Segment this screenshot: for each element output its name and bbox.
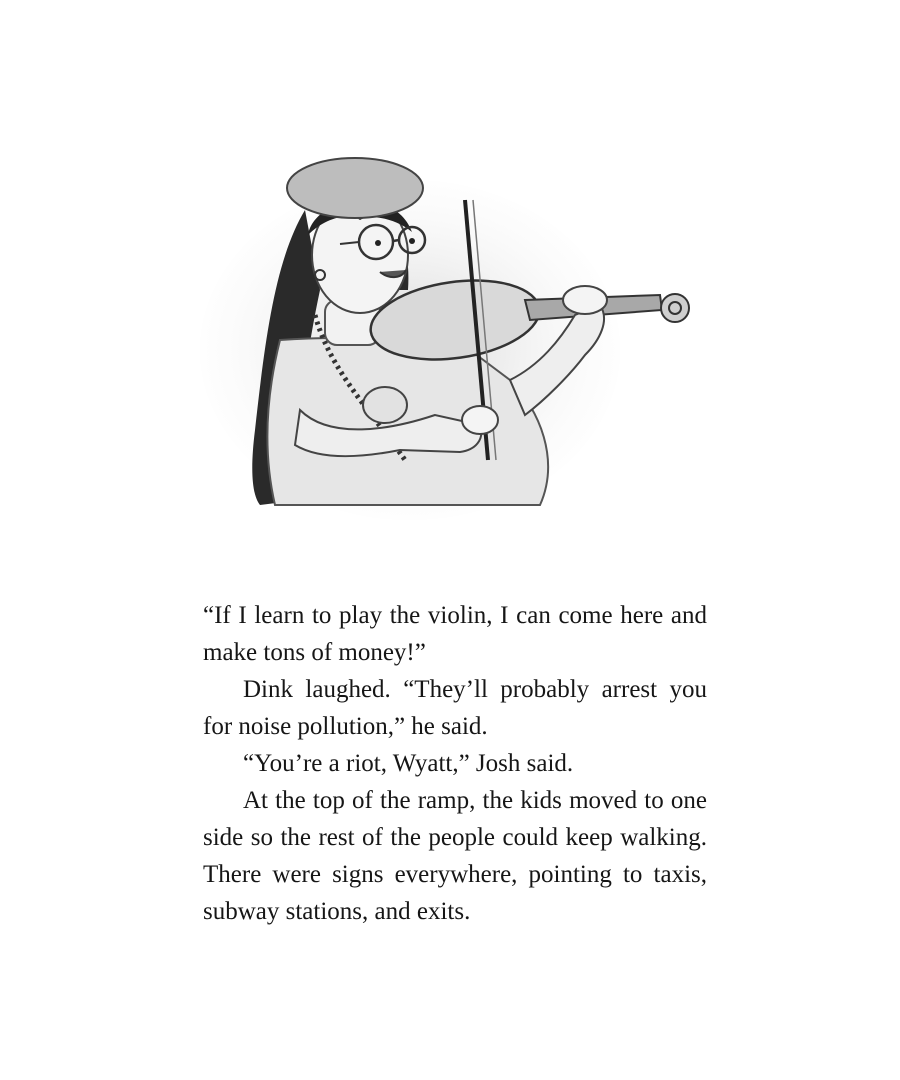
paragraph-1: “If I learn to play the violin, I can come here and make tons of money!” [203,602,707,666]
story-text [203,597,707,930]
violinist-illustration [180,140,720,520]
paragraph-2: Dink laughed. “They’ll probably arrest you for noise pollution,” he said. [203,676,707,740]
paragraph-4: At the top of the ramp, the kids moved to one side so the rest of the people could keep walking. There were signs everywhere, pointing to taxis, subway stations, and exits. [203,787,707,925]
paragraph-3: “You’re a riot, Wyatt,” Josh said. [243,750,574,777]
